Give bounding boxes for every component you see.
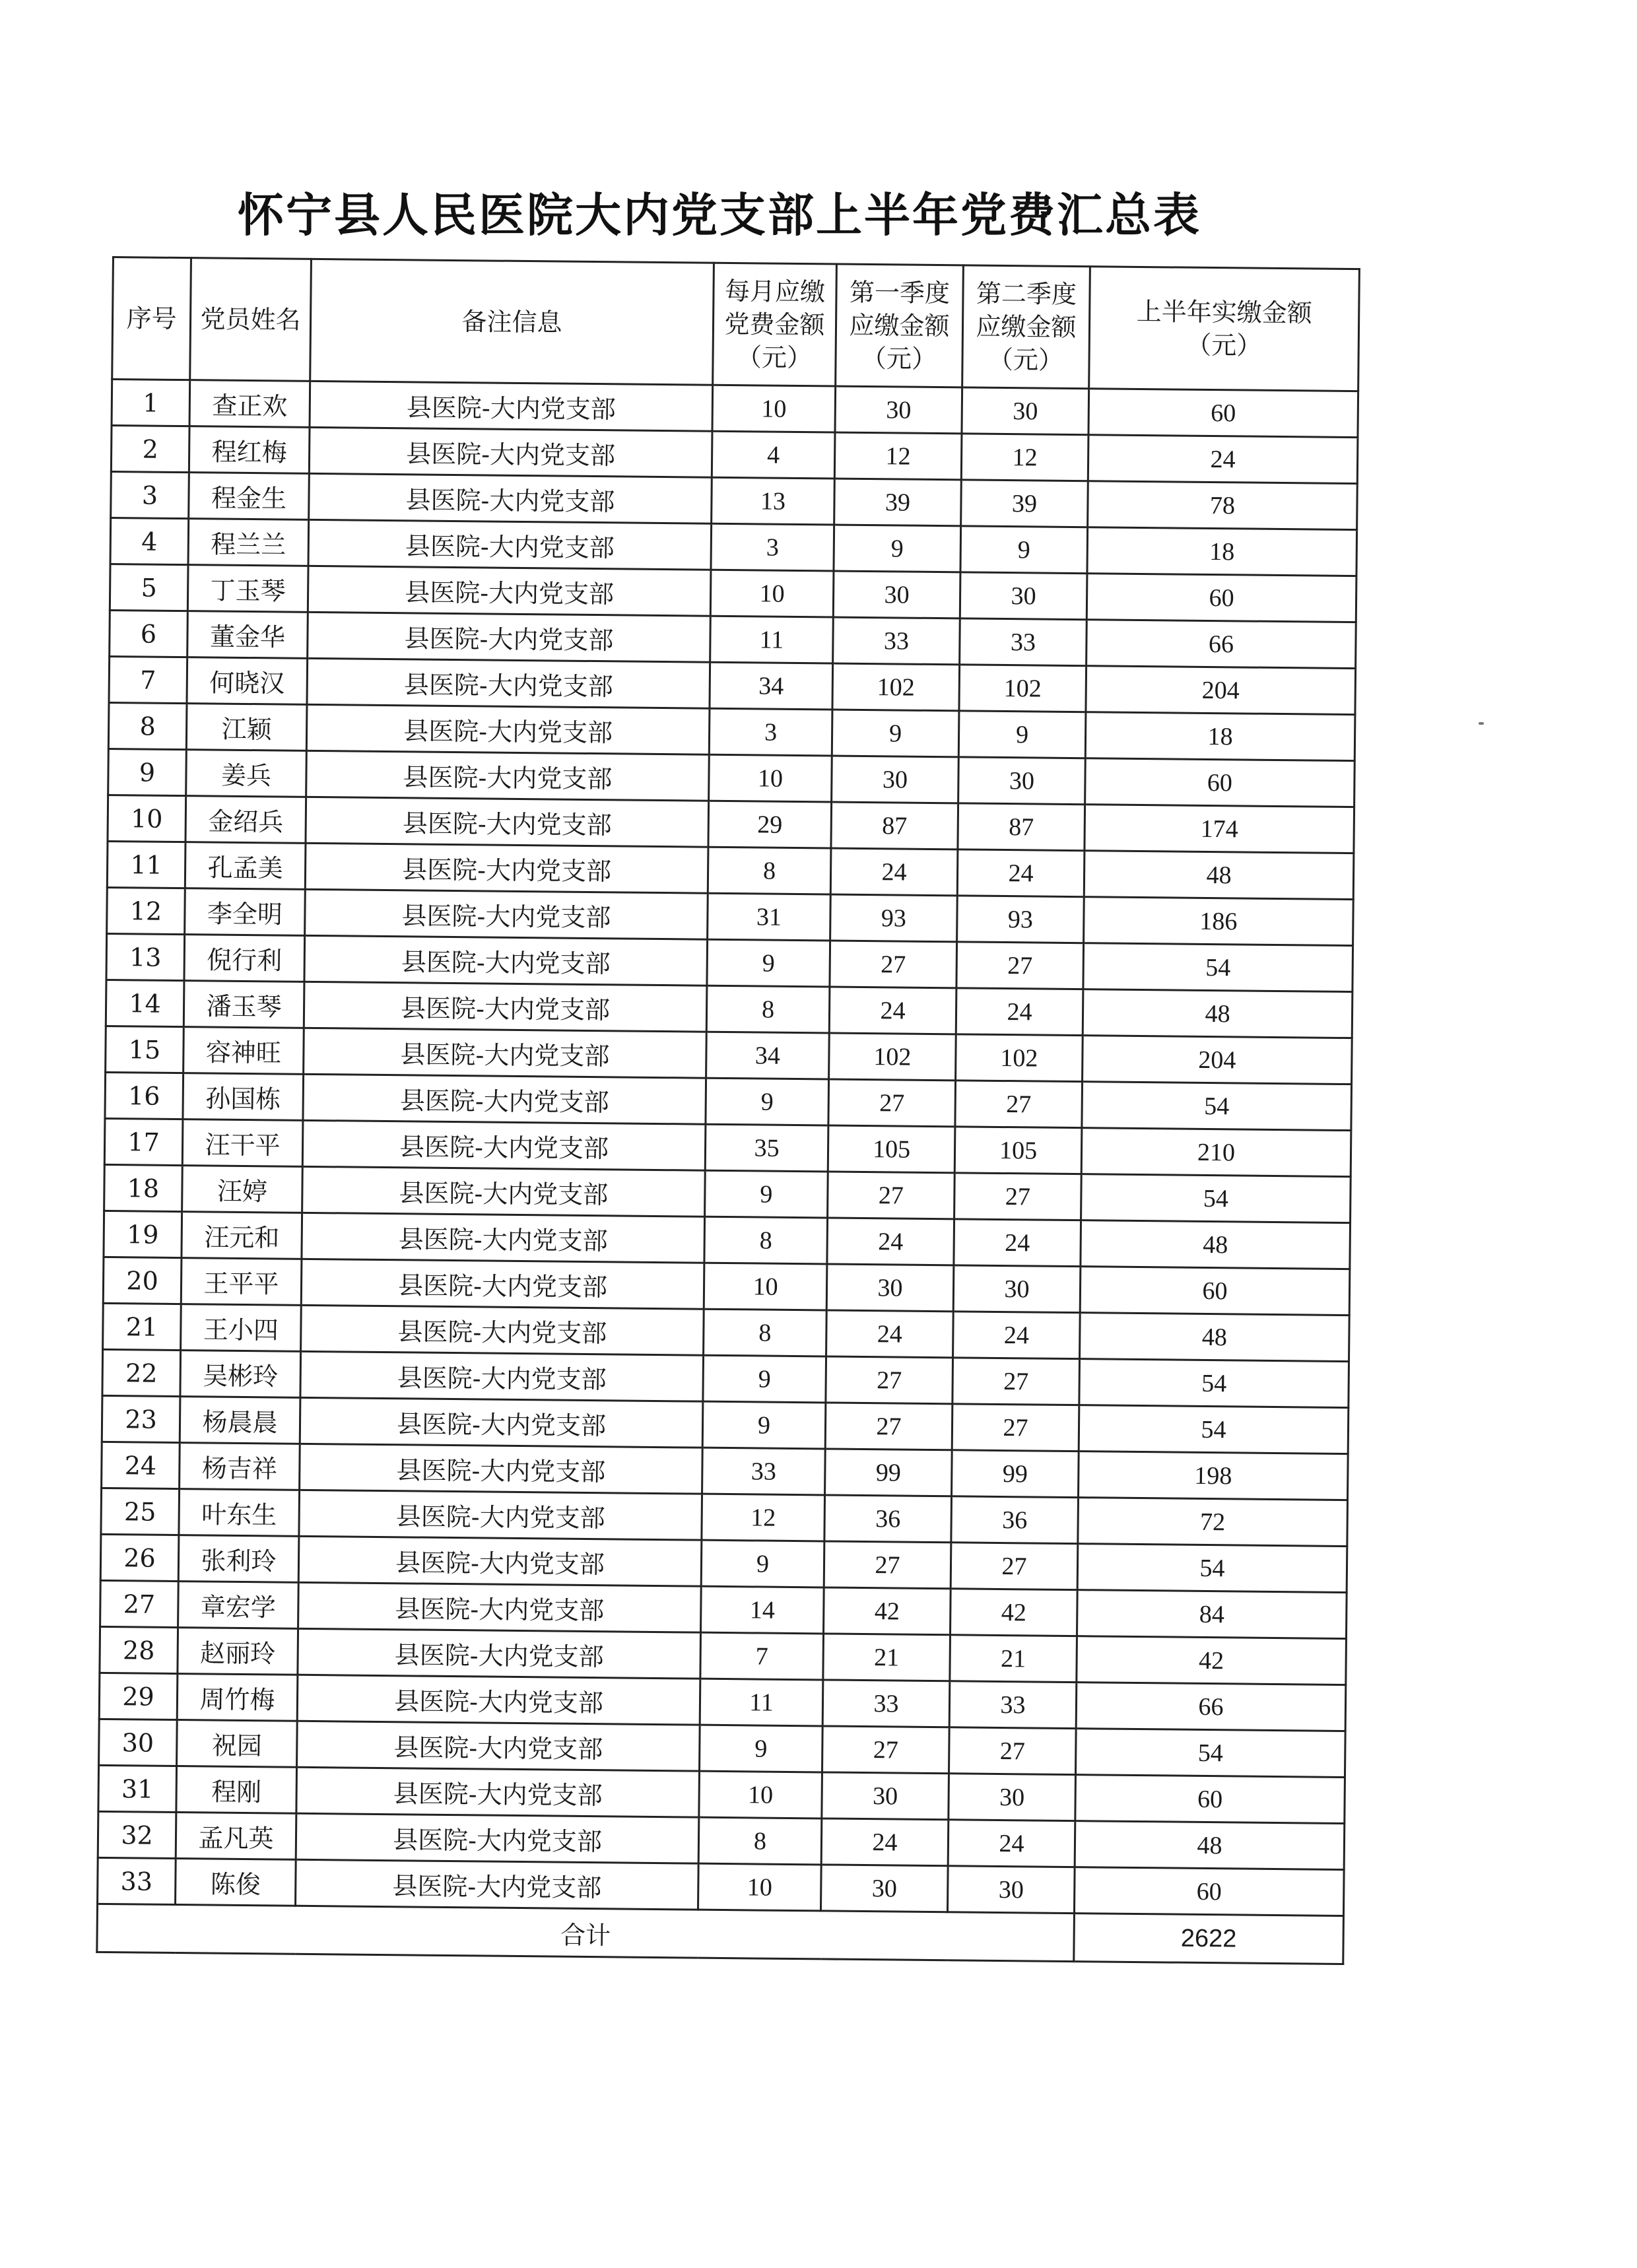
header-q1-line1: 第一季度: [849, 277, 951, 308]
header-monthly-fee-line2: 党费金额: [724, 309, 825, 340]
cell-member-name: 王平平: [181, 1258, 302, 1306]
cell-member-name: 姜兵: [186, 750, 307, 797]
cell-q2-amount: 21: [950, 1635, 1077, 1683]
cell-idx: 33: [98, 1857, 176, 1904]
cell-q1-amount: 12: [834, 432, 962, 480]
cell-half-year-total: 42: [1077, 1636, 1347, 1685]
cell-q2-amount: 87: [958, 803, 1085, 851]
cell-q1-amount: 27: [822, 1726, 950, 1774]
cell-idx: 1: [112, 380, 190, 426]
cell-note: 县医院-大内党支部: [297, 1721, 700, 1771]
cell-q1-amount: 30: [832, 756, 959, 803]
cell-note: 县医院-大内党支部: [308, 566, 711, 616]
cell-idx: 26: [100, 1534, 179, 1581]
cell-monthly-fee: 9: [701, 1540, 824, 1587]
cell-member-name: 丁玉琴: [187, 565, 308, 613]
cell-note: 县医院-大内党支部: [308, 519, 712, 570]
total-label: 合计: [97, 1904, 1075, 1961]
cell-note: 县医院-大内党支部: [298, 1536, 702, 1586]
cell-note: 县医院-大内党支部: [302, 1213, 705, 1263]
cell-idx: 25: [101, 1488, 180, 1535]
cell-monthly-fee: 14: [701, 1586, 824, 1634]
cell-monthly-fee: 33: [702, 1448, 826, 1495]
cell-idx: 24: [102, 1442, 180, 1488]
cell-idx: 22: [102, 1349, 181, 1396]
header-note: 备注信息: [310, 259, 714, 385]
cell-half-year-total: 54: [1077, 1544, 1347, 1593]
cell-note: 县医院-大内党支部: [305, 843, 708, 893]
cell-q2-amount: 27: [954, 1173, 1082, 1220]
cell-member-name: 张利玲: [178, 1535, 299, 1583]
cell-q2-amount: 27: [951, 1543, 1078, 1590]
cell-q2-amount: 27: [956, 942, 1084, 989]
cell-q2-amount: 9: [958, 711, 1086, 758]
cell-half-year-total: 54: [1083, 943, 1353, 992]
cell-member-name: 陈俊: [176, 1859, 296, 1906]
cell-half-year-total: 186: [1084, 897, 1354, 946]
cell-half-year-total: 48: [1080, 1313, 1350, 1362]
cell-member-name: 容神旺: [184, 1027, 304, 1075]
cell-member-name: 汪干平: [182, 1119, 303, 1167]
cell-half-year-total: 60: [1075, 1775, 1345, 1824]
cell-member-name: 查正欢: [189, 380, 310, 428]
cell-member-name: 王小四: [181, 1304, 302, 1352]
cell-note: 县医院-大内党支部: [308, 612, 711, 662]
cell-q1-amount: 24: [829, 987, 956, 1034]
cell-member-name: 董金华: [187, 611, 308, 659]
cell-member-name: 孟凡英: [176, 1813, 296, 1860]
cell-note: 县医院-大内党支部: [298, 1628, 701, 1679]
header-row: [112, 257, 1360, 391]
cell-member-name: 杨吉祥: [180, 1443, 300, 1490]
cell-note: 县医院-大内党支部: [310, 381, 713, 431]
cell-q2-amount: 102: [959, 665, 1086, 712]
cell-half-year-total: 84: [1077, 1590, 1347, 1639]
cell-half-year-total: 60: [1074, 1867, 1344, 1916]
cell-note: 县医院-大内党支部: [309, 427, 712, 477]
cell-q2-amount: 24: [957, 850, 1085, 897]
header-total-line2: （元）: [1186, 330, 1262, 360]
cell-q2-amount: 27: [955, 1081, 1083, 1128]
cell-monthly-fee: 10: [699, 1771, 822, 1818]
cell-idx: 9: [108, 749, 187, 795]
cell-idx: 23: [102, 1395, 180, 1442]
cell-q1-amount: 42: [824, 1587, 951, 1635]
cell-monthly-fee: 12: [702, 1494, 825, 1541]
cell-idx: 18: [104, 1164, 183, 1211]
cell-note: 县医院-大内党支部: [302, 1120, 706, 1170]
cell-note: 县医院-大内党支部: [304, 982, 707, 1032]
cell-idx: 3: [111, 471, 189, 518]
cell-idx: 19: [104, 1211, 182, 1257]
cell-idx: 30: [99, 1719, 178, 1766]
cell-member-name: 江颖: [186, 704, 307, 751]
cell-q2-amount: 30: [949, 1774, 1076, 1821]
cell-half-year-total: 60: [1085, 758, 1355, 807]
cell-q1-amount: 99: [825, 1449, 952, 1496]
cell-note: 县医院-大内党支部: [298, 1582, 702, 1632]
cell-member-name: 潘玉琴: [184, 981, 304, 1028]
cell-q2-amount: 12: [961, 434, 1088, 481]
cell-monthly-fee: 8: [698, 1817, 822, 1865]
cell-idx: 32: [98, 1811, 176, 1858]
cell-monthly-fee: 8: [704, 1217, 828, 1264]
document-title: 怀宁县人民医院大内党支部上半年党费汇总表: [238, 188, 1201, 242]
cell-q1-amount: 93: [830, 894, 958, 942]
cell-monthly-fee: 9: [706, 1078, 829, 1125]
cell-q1-amount: 30: [835, 386, 962, 434]
cell-monthly-fee: 9: [707, 939, 830, 987]
cell-monthly-fee: 7: [700, 1632, 824, 1680]
cell-half-year-total: 210: [1081, 1128, 1351, 1177]
cell-half-year-total: 174: [1085, 805, 1354, 853]
cell-q1-amount: 27: [828, 1172, 955, 1219]
cell-member-name: 汪元和: [182, 1212, 302, 1259]
cell-q2-amount: 27: [952, 1358, 1080, 1405]
cell-half-year-total: 48: [1083, 989, 1353, 1038]
cell-half-year-total: 18: [1085, 712, 1355, 761]
cell-q2-amount: 24: [956, 988, 1083, 1036]
cell-idx: 6: [110, 610, 188, 657]
cell-member-name: 程兰兰: [188, 519, 309, 566]
cell-q2-amount: 30: [958, 757, 1086, 805]
cell-q2-amount: 24: [953, 1312, 1081, 1359]
cell-member-name: 赵丽玲: [178, 1628, 298, 1675]
cell-q2-amount: 33: [949, 1681, 1077, 1729]
cell-q1-amount: 27: [830, 941, 957, 988]
cell-q1-amount: 30: [826, 1264, 954, 1312]
cell-half-year-total: 60: [1080, 1267, 1350, 1316]
cell-half-year-total: 54: [1079, 1359, 1349, 1408]
header-q1-line2: 应缴金额: [849, 310, 950, 341]
cell-idx: 11: [107, 841, 185, 888]
cell-monthly-fee: 10: [710, 570, 834, 617]
cell-half-year-total: 66: [1086, 620, 1356, 669]
cell-q1-amount: 102: [832, 663, 960, 711]
fee-summary-sheet: [96, 256, 1380, 1965]
cell-monthly-fee: 11: [700, 1679, 823, 1726]
cell-member-name: 程红梅: [189, 426, 310, 474]
cell-q2-amount: 30: [960, 572, 1087, 620]
grand-total-value: 2622: [1074, 1914, 1344, 1964]
cell-q2-amount: 105: [954, 1127, 1082, 1174]
header-q1-amount: [836, 264, 964, 387]
cell-note: 县医院-大内党支部: [299, 1490, 702, 1540]
header-name: 党员姓名: [190, 258, 312, 382]
cell-member-name: 章宏学: [178, 1582, 299, 1629]
cell-member-name: 杨晨晨: [180, 1397, 300, 1444]
cell-idx: 10: [108, 795, 186, 842]
header-monthly-fee-line3: （元）: [736, 343, 813, 373]
cell-note: 县医院-大内党支部: [307, 658, 710, 708]
cell-monthly-fee: 8: [706, 985, 830, 1033]
cell-note: 县医院-大内党支部: [296, 1767, 700, 1817]
cell-note: 县医院-大内党支部: [301, 1259, 704, 1309]
cell-note: 县医院-大内党支部: [300, 1397, 703, 1448]
cell-note: 县医院-大内党支部: [309, 473, 712, 523]
cell-member-name: 吴彬玲: [180, 1351, 301, 1398]
cell-q2-amount: 102: [956, 1034, 1083, 1082]
header-monthly-fee-line1: 每月应缴: [724, 276, 826, 307]
cell-half-year-total: 78: [1088, 481, 1358, 530]
cell-note: 县医院-大内党支部: [301, 1305, 704, 1355]
cell-member-name: 周竹梅: [177, 1674, 298, 1721]
cell-monthly-fee: 35: [705, 1124, 828, 1172]
header-monthly-fee: [713, 263, 837, 386]
cell-idx: 5: [110, 564, 188, 611]
cell-q1-amount: 27: [825, 1403, 952, 1450]
cell-monthly-fee: 3: [709, 708, 832, 756]
cell-q2-amount: 27: [949, 1727, 1076, 1775]
cell-note: 县医院-大内党支部: [296, 1813, 699, 1863]
cell-half-year-total: 204: [1086, 666, 1356, 715]
cell-note: 县医院-大内党支部: [302, 1166, 706, 1217]
cell-q1-amount: 33: [822, 1680, 950, 1727]
cell-q1-amount: 24: [830, 848, 958, 896]
header-q2-line1: 第二季度: [976, 279, 1077, 310]
cell-q2-amount: 27: [952, 1404, 1079, 1451]
cell-note: 县医院-大内党支部: [306, 797, 709, 847]
cell-monthly-fee: 10: [704, 1263, 827, 1310]
header-q2-amount: [962, 265, 1090, 389]
cell-half-year-total: 204: [1083, 1036, 1353, 1084]
cell-q2-amount: 36: [951, 1496, 1079, 1544]
cell-half-year-total: 54: [1082, 1082, 1352, 1131]
cell-half-year-total: 48: [1081, 1220, 1351, 1269]
cell-note: 县医院-大内党支部: [304, 935, 708, 985]
cell-q1-amount: 21: [823, 1634, 951, 1681]
cell-half-year-total: 198: [1079, 1451, 1349, 1500]
cell-member-name: 祝园: [177, 1720, 298, 1768]
cell-idx: 12: [107, 887, 185, 934]
cell-member-name: 孔孟美: [185, 842, 306, 890]
cell-monthly-fee: 8: [704, 1309, 827, 1356]
cell-half-year-total: 24: [1088, 435, 1358, 484]
cell-q2-amount: 42: [951, 1589, 1078, 1636]
cell-q1-amount: 87: [831, 802, 958, 850]
cell-monthly-fee: 13: [712, 477, 835, 525]
cell-member-name: 程金生: [189, 473, 310, 520]
cell-idx: 14: [106, 980, 184, 1026]
header-q2-line3: （元）: [987, 345, 1064, 375]
cell-idx: 29: [99, 1673, 178, 1719]
cell-idx: 27: [100, 1580, 179, 1627]
cell-note: 县医院-大内党支部: [297, 1675, 700, 1725]
cell-idx: 21: [103, 1303, 182, 1350]
cell-q1-amount: 30: [820, 1865, 948, 1912]
cell-half-year-total: 54: [1081, 1174, 1351, 1223]
header-q1-line3: （元）: [861, 343, 937, 374]
cell-q2-amount: 30: [947, 1866, 1075, 1914]
cell-half-year-total: 18: [1087, 527, 1357, 576]
cell-idx: 31: [98, 1765, 177, 1812]
cell-note: 县医院-大内党支部: [300, 1351, 704, 1401]
cell-half-year-total: 72: [1078, 1498, 1348, 1547]
cell-half-year-total: 54: [1079, 1405, 1349, 1454]
cell-half-year-total: 66: [1076, 1683, 1346, 1731]
cell-half-year-total: 60: [1088, 389, 1358, 438]
cell-q1-amount: 39: [834, 479, 962, 526]
cell-q2-amount: 99: [952, 1450, 1079, 1498]
cell-q2-amount: 30: [962, 387, 1089, 435]
cell-idx: 17: [104, 1118, 183, 1165]
cell-q2-amount: 24: [954, 1219, 1081, 1267]
cell-q1-amount: 24: [827, 1218, 954, 1265]
cell-member-name: 孙国栋: [183, 1073, 304, 1121]
cell-q2-amount: 33: [960, 618, 1087, 666]
cell-idx: 28: [100, 1626, 178, 1673]
header-half-year-total: [1089, 267, 1360, 391]
cell-monthly-fee: 10: [712, 385, 836, 432]
cell-monthly-fee: 10: [709, 754, 832, 802]
cell-q2-amount: 39: [961, 480, 1088, 527]
party-fee-table: [96, 256, 1360, 1965]
cell-monthly-fee: 9: [700, 1725, 823, 1772]
cell-q1-amount: 27: [824, 1541, 951, 1589]
cell-q1-amount: 27: [828, 1079, 956, 1127]
cell-idx: 4: [110, 517, 189, 564]
cell-idx: 16: [105, 1072, 184, 1119]
cell-member-name: 倪行利: [184, 935, 305, 982]
header-idx: 序号: [112, 257, 191, 380]
cell-q1-amount: 33: [833, 617, 960, 665]
cell-note: 县医院-大内党支部: [306, 750, 710, 801]
cell-member-name: 李全明: [185, 888, 306, 936]
cell-monthly-fee: 4: [712, 431, 835, 479]
cell-idx: 13: [106, 933, 185, 980]
cell-monthly-fee: 9: [702, 1401, 826, 1449]
cell-monthly-fee: 8: [708, 847, 831, 894]
cell-idx: 2: [111, 426, 189, 473]
cell-monthly-fee: 34: [706, 1032, 830, 1079]
cell-monthly-fee: 34: [710, 662, 833, 710]
cell-q2-amount: 93: [957, 896, 1085, 943]
cell-note: 县医院-大内党支部: [300, 1444, 703, 1494]
cell-note: 县医院-大内党支部: [296, 1859, 699, 1910]
cell-member-name: 程刚: [176, 1766, 297, 1814]
cell-monthly-fee: 10: [698, 1863, 821, 1911]
header-total-line1: 上半年实缴金额: [1136, 296, 1312, 328]
cell-half-year-total: 54: [1075, 1729, 1345, 1778]
cell-monthly-fee: 3: [711, 523, 834, 571]
cell-idx: 20: [103, 1257, 182, 1304]
cell-q1-amount: 27: [826, 1356, 953, 1404]
cell-q1-amount: 30: [833, 571, 960, 618]
cell-q1-amount: 9: [832, 710, 959, 757]
cell-q2-amount: 24: [948, 1820, 1075, 1867]
cell-note: 县医院-大内党支部: [305, 889, 708, 939]
cell-monthly-fee: 29: [708, 801, 832, 848]
cell-monthly-fee: 9: [705, 1170, 828, 1218]
cell-member-name: 汪婷: [182, 1166, 303, 1213]
cell-monthly-fee: 11: [710, 616, 834, 663]
cell-q1-amount: 24: [821, 1818, 949, 1866]
cell-half-year-total: 48: [1084, 851, 1354, 900]
cell-member-name: 何晓汉: [187, 657, 308, 705]
cell-q2-amount: 30: [953, 1265, 1081, 1313]
table-body: [98, 380, 1358, 1916]
cell-idx: 7: [109, 656, 187, 703]
cell-note: 县医院-大内党支部: [306, 704, 710, 754]
header-q2-line2: 应缴金额: [976, 312, 1077, 343]
cell-q1-amount: 105: [828, 1125, 955, 1173]
scan-speck: [1479, 722, 1484, 725]
cell-half-year-total: 60: [1086, 574, 1356, 622]
cell-idx: 15: [106, 1026, 184, 1073]
cell-q1-amount: 102: [829, 1033, 956, 1081]
cell-idx: 8: [108, 702, 187, 749]
cell-q1-amount: 36: [824, 1495, 952, 1543]
cell-member-name: 叶东生: [179, 1489, 300, 1537]
cell-half-year-total: 48: [1075, 1821, 1345, 1870]
cell-q2-amount: 9: [960, 526, 1088, 574]
cell-q1-amount: 24: [826, 1310, 954, 1358]
cell-q1-amount: 30: [822, 1772, 949, 1820]
cell-q1-amount: 9: [834, 525, 961, 572]
cell-note: 县医院-大内党支部: [303, 1074, 706, 1124]
table-header: [112, 257, 1360, 391]
cell-note: 县医院-大内党支部: [304, 1028, 707, 1078]
cell-monthly-fee: 31: [708, 893, 831, 941]
cell-monthly-fee: 9: [703, 1355, 826, 1403]
cell-member-name: 金绍兵: [185, 796, 306, 844]
